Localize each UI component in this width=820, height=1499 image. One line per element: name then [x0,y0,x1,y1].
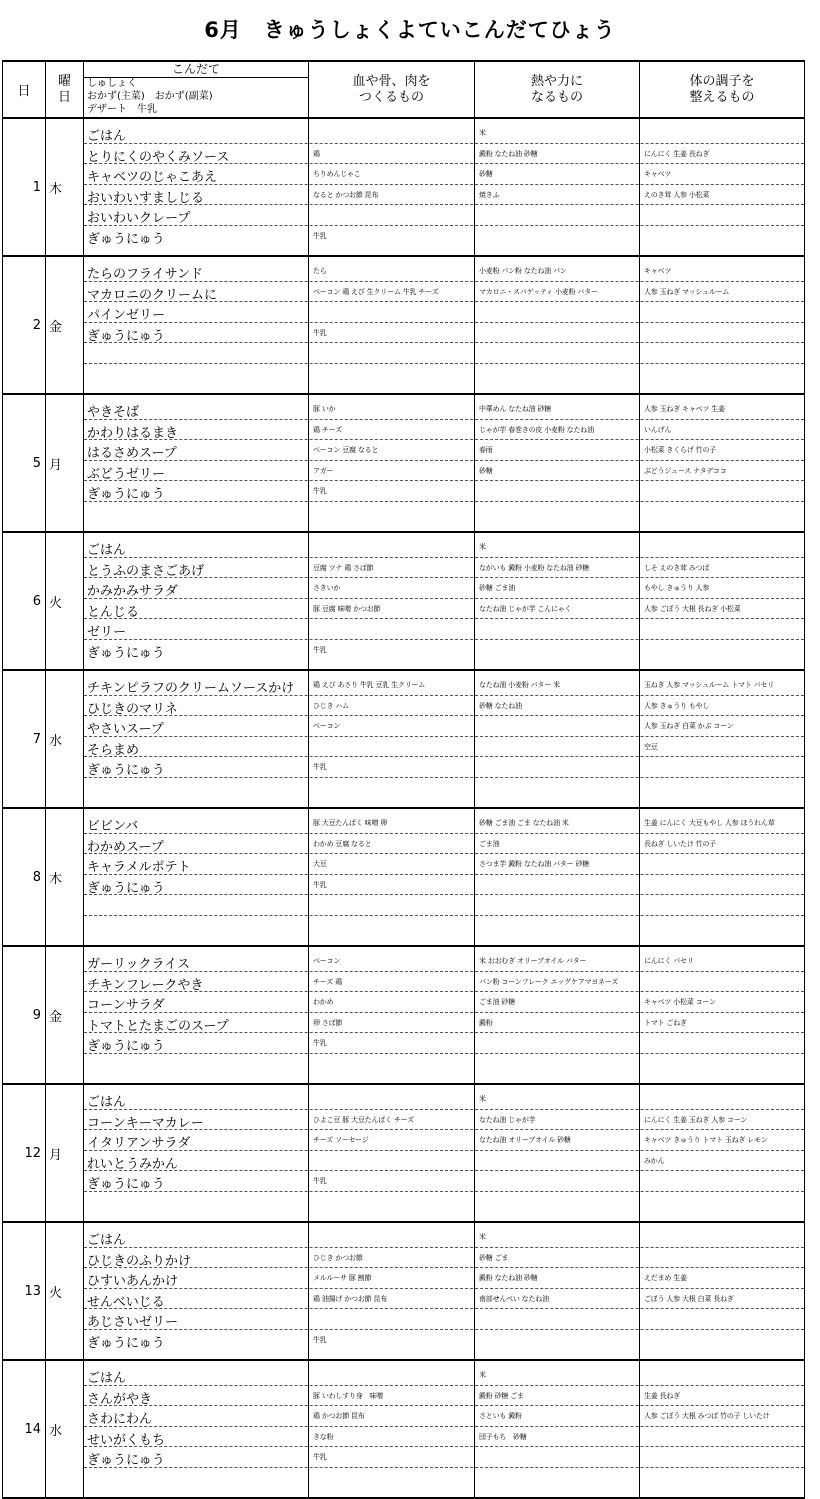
dish-name: さわにわん [87,1412,153,1428]
table-row [84,916,804,936]
days-container [3,119,804,1499]
yellow-ingredients: 砂糖 [479,170,493,179]
green-ingredients: 人参 玉ねぎ マッシュルーム [644,287,730,296]
table-row [84,1386,804,1407]
green-ingredients: にんにく パセリ [644,957,694,965]
yellow-ingredients: 砂糖 なたね油 [479,701,522,710]
green-ingredients: 人参 ごぼう 大根 みつば 竹の子 しいたけ [644,1412,770,1421]
red-ingredients: 豚 大豆たんぱく 味噌 卵 [313,819,388,827]
weekday-label: 金 [46,947,84,1083]
table-row [84,1330,804,1350]
green-ingredients: キャベツ [644,267,672,275]
dish-name: コーンキーマカレー [87,1115,204,1131]
table-row [84,1406,804,1427]
red-ingredients: 牛乳 [313,1177,327,1186]
table-row [84,1447,804,1468]
yellow-ingredients: ごま油 [479,839,500,848]
yellow-ingredients: 中華めん なたね油 砂糖 [479,405,552,413]
yellow-ingredients: 砂糖 [479,466,493,475]
yellow-ingredients: ごま油 砂糖 [479,998,516,1007]
table-row [84,1268,804,1289]
red-ingredients: さきいか [313,584,341,593]
red-ingredients: 牛乳 [313,646,327,654]
dish-name: ひじきのふりかけ [87,1253,192,1269]
table-row [84,461,804,482]
day-number: 8 [3,809,46,945]
yellow-ingredients: 米 [479,1095,486,1103]
green-ingredients: 空豆 [644,742,658,751]
table-row [84,716,804,737]
table-row [84,1248,804,1269]
table-row [84,185,804,206]
red-ingredients: わかめ 豆腐 なると [313,839,372,848]
green-ingredients: 人参 ごぼう 大根 長ねぎ 小松菜 [644,604,741,613]
dish-name: ぎゅうにゅう [87,487,165,503]
red-ingredients: 牛乳 [313,1453,327,1462]
table-row [84,778,804,798]
table-row [84,302,804,323]
red-ingredients: なると かつお節 昆布 [313,190,379,199]
menu-rows [84,809,804,945]
green-ingredients: 生姜 長ねぎ [644,1391,681,1400]
dish-name: ごはん [87,1095,127,1110]
menu-table [2,60,805,1499]
header-green-group: 体の調子を 整えるもの [689,73,755,105]
table-row [84,1130,804,1151]
table-row [84,440,804,461]
yellow-ingredients: さといも 澱粉 [479,1412,522,1421]
dish-name: せいがくもち [87,1432,166,1448]
header-weekday-label: 曜 日 [57,73,71,105]
red-ingredients: 牛乳 [313,880,327,889]
yellow-ingredients: なたね油 オリーブオイル 砂糖 [479,1136,571,1145]
dish-name: ぶどうゼリー [87,466,166,482]
dish-name: ごはん [87,129,127,144]
green-ingredients: キャベツ [644,170,672,179]
yellow-ingredients: 澱粉 [479,1018,493,1027]
yellow-ingredients: 団子もち 砂糖 [479,1432,527,1441]
green-ingredients: いんげん [644,425,672,434]
menu-rows [84,257,804,393]
dish-name: れいとうみかん [87,1156,179,1172]
yellow-ingredients: 米 [479,1233,486,1241]
day-block [3,1361,804,1499]
weekday-label: 水 [46,671,84,807]
menu-rows [84,533,804,669]
dish-name: はるさめスープ [87,446,177,462]
red-ingredients: 鶏 チーズ [313,425,342,434]
dish-name: ごはん [87,1233,127,1248]
menu-rows [84,1361,804,1497]
header-menu-line: デザート 牛乳 [87,104,157,115]
red-ingredients: ひじき ハム [313,701,350,710]
red-ingredients: 豚 豆腐 味噌 かつお節 [313,604,381,613]
red-ingredients: 豚 いわしすり身 味噌 [313,1391,384,1400]
day-block [3,257,804,395]
table-row [84,205,804,226]
table-row [84,144,804,165]
green-ingredients: ぶどうジュース ナタデココ [644,466,727,475]
day-number: 5 [3,395,46,531]
red-ingredients: ベーコン 鶏 えび 生クリーム 牛乳 チーズ [313,287,439,296]
red-ingredients: ひじき かつお節 [313,1253,363,1262]
table-row [84,1033,804,1054]
table-row [84,164,804,185]
dish-name: キャベツのじゃこあえ [87,170,218,186]
day-number: 9 [3,947,46,1083]
table-row [84,123,804,144]
green-ingredients: トマト ごねぎ [644,1018,687,1027]
table-row [84,502,804,522]
dish-name: チキンピラフのクリームソースかけ [87,681,295,696]
day-number: 2 [3,257,46,393]
red-ingredients: 鶏 [313,149,320,158]
yellow-ingredients: 米 [479,543,486,551]
table-row [84,578,804,599]
red-ingredients: 牛乳 [313,763,327,772]
yellow-ingredients: 南部せんべい なたね油 [479,1294,549,1303]
day-number: 12 [3,1085,46,1221]
header-weekday [46,62,84,117]
green-ingredients: キャベツ きゅうり トマト 玉ねぎ レモン [644,1136,768,1145]
dish-name: とりにくのやくみソース [87,149,230,165]
dish-name: ぎゅうにゅう [87,1039,165,1055]
red-ingredients: 牛乳 [313,487,327,496]
red-ingredients: たら [313,267,327,275]
table-row [84,895,804,916]
menu-rows [84,1085,804,1221]
yellow-ingredients: 砂糖 ごま油 [479,584,516,593]
table-row [84,813,804,834]
dish-name: わかめスープ [87,839,164,855]
dish-name: せんべいじる [87,1294,165,1310]
table-row [84,1289,804,1310]
dish-name: さんがやき [87,1391,153,1407]
yellow-ingredients: 砂糖 ごま油 ごま なたね油 米 [479,819,569,827]
green-ingredients: 玉ねぎ 人参 マッシュルーム トマト パセリ [644,681,775,689]
dish-name: ぎゅうにゅう [87,763,165,779]
red-ingredients: ひよこ豆 豚 大豆たんぱく チーズ [313,1115,414,1124]
table-row [84,399,804,420]
yellow-ingredients: 澱粉 なたね油 砂糖 [479,149,538,158]
dish-name: ガーリックライス [87,957,190,972]
green-ingredients: しそ えのき茸 みつば [644,563,710,572]
page-title: 6月 きゅうしょくよていこんだてひょう [204,18,616,42]
yellow-ingredients: なたね油 小麦粉 バター 米 [479,681,560,689]
dish-name: チキンフレークやき [87,977,204,993]
dish-name: ぎゅうにゅう [87,1336,165,1351]
menu-rows [84,947,804,1083]
yellow-ingredients: じゃが芋 春巻きの皮 小麦粉 なたね油 [479,425,594,434]
green-ingredients: えだまめ 生姜 [644,1274,687,1283]
dish-name: ぎゅうにゅう [87,328,165,344]
dish-name: ごはん [87,1371,127,1386]
red-ingredients: アガー [313,466,334,475]
header-menu-line: おかず(主菜) おかず(副菜) [87,91,213,102]
day-block [3,533,804,671]
table-row [84,599,804,620]
table-row [84,1110,804,1131]
green-ingredients: 人参 玉ねぎ キャベツ 生姜 [644,405,725,413]
day-number: 1 [3,119,46,255]
dish-name: ごはん [87,543,127,558]
header-menu-line: しゅしょく [87,78,137,89]
dish-name: たらのフライサンド [87,267,203,282]
red-ingredients: 豆腐 ツナ 鶏 さば節 [313,563,374,572]
dish-name: とんじる [87,604,140,620]
table-row [84,757,804,778]
weekday-label: 木 [46,119,84,255]
green-ingredients: にんにく 生姜 玉ねぎ 人参 コーン [644,1115,748,1124]
table-row [84,834,804,855]
table-row [84,1192,804,1212]
yellow-ingredients: 春雨 [479,446,493,455]
green-ingredients: えのき茸 人参 小松菜 [644,190,710,199]
dish-name: ぎゅうにゅう [87,646,165,661]
table-row [84,1171,804,1192]
red-ingredients: 卵 さば節 [313,1018,343,1027]
table-row [84,343,804,364]
table-row [84,854,804,875]
red-ingredients: 牛乳 [313,232,327,240]
red-ingredients: 鶏 かつお節 昆布 [313,1412,365,1421]
dish-name: とうふのまさごあげ [87,563,205,579]
day-number: 13 [3,1223,46,1359]
red-ingredients: チーズ 鶏 [313,977,342,986]
table-row [84,1151,804,1172]
red-ingredients: 牛乳 [313,1039,327,1048]
yellow-ingredients: パン粉 コーンフレーク エッグケアマヨネーズ [479,977,619,986]
dish-name: おいわいクレープ [87,211,191,227]
table-row [84,1365,804,1386]
yellow-ingredients: ながいも 澱粉 小麦粉 なたね油 砂糖 [479,563,590,572]
weekday-label: 火 [46,533,84,669]
table-row [84,696,804,717]
yellow-ingredients: さつま芋 澱粉 なたね油 バター 砂糖 [479,860,590,869]
yellow-ingredients: 澱粉 なたね油 砂糖 [479,1274,538,1283]
green-ingredients: ごぼう 人参 大根 白菜 長ねぎ [644,1294,734,1303]
red-ingredients: 鶏 えび あさり 牛乳 豆乳 生クリーム [313,681,426,689]
table-header [3,62,804,119]
table-row [84,640,804,660]
menu-rows [84,1223,804,1359]
weekday-label: 水 [46,1361,84,1497]
dish-name: ぎゅうにゅう [87,232,165,247]
yellow-ingredients: 小麦粉 パン粉 なたね油 パン [479,267,567,275]
red-ingredients: 豚 いか [313,405,336,413]
table-row [84,1309,804,1330]
day-block [3,671,804,809]
table-row [84,1054,804,1074]
menu-rows [84,671,804,807]
yellow-ingredients: 焼きふ [479,190,500,199]
green-ingredients: 生姜 にんにく 大豆もやし 人参 ほうれん草 [644,819,775,827]
dish-name: やきそば [87,405,140,420]
red-ingredients: 鶏 油揚げ かつお節 昆布 [313,1294,388,1303]
dish-name: キャラメルポテト [87,860,191,876]
red-ingredients: メルルーサ 豚 割節 [313,1274,372,1283]
yellow-ingredients: マカロニ・スパゲッティ 小麦粉 バター [479,287,598,296]
green-ingredients: もやし きゅうり 人参 [644,584,710,593]
day-number: 6 [3,533,46,669]
table-row [84,1089,804,1110]
dish-name: イタリアンサラダ [87,1136,191,1152]
dish-name: やさいスープ [87,722,164,738]
table-row [84,537,804,558]
weekday-label: 月 [46,1085,84,1221]
dish-name: ビビンバ [87,819,139,834]
yellow-ingredients: 米 [479,1371,486,1379]
header-day: 日 [3,62,46,117]
weekday-label: 月 [46,395,84,531]
yellow-ingredients: 砂糖 ごま [479,1253,509,1262]
table-row [84,323,804,344]
green-ingredients: みかん [644,1156,665,1165]
red-ingredients: 大豆 [313,860,327,869]
day-block [3,119,804,257]
day-number: 14 [3,1361,46,1497]
menu-rows [84,395,804,531]
table-row [84,261,804,282]
table-row [84,675,804,696]
day-block [3,809,804,947]
dish-name: ゼリー [87,625,127,641]
red-ingredients: チーズ ソーセージ [313,1136,369,1145]
dish-name: パインゼリー [87,308,166,324]
red-ingredients: ベーコン [313,957,341,965]
red-ingredients: ベーコン [313,722,341,731]
yellow-ingredients: なたね油 じゃが芋 こんにゃく [479,604,572,613]
green-ingredients: 長ねぎ しいたけ 竹の子 [644,839,717,848]
dish-name: かわりはるまき [87,425,179,441]
dish-name: ぎゅうにゅう [87,1177,165,1193]
red-ingredients: きな粉 [313,1432,334,1441]
yellow-ingredients: 米 [479,129,486,137]
table-row [84,619,804,640]
header-yellow-group: 熱や力に なるもの [475,62,640,117]
dish-name: ひすいあんかけ [87,1274,179,1290]
weekday-label: 金 [46,257,84,393]
table-row [84,226,804,246]
weekday-label: 火 [46,1223,84,1359]
table-row [84,364,804,384]
dish-name: コーンサラダ [87,998,165,1014]
table-row [84,481,804,502]
dish-name: そらまめ [87,742,140,758]
dish-name: おいわいすましじる [87,190,205,206]
weekday-label: 木 [46,809,84,945]
day-block [3,395,804,533]
table-row [84,1468,804,1488]
day-block [3,1223,804,1361]
table-row [84,1013,804,1034]
table-row [84,1427,804,1448]
red-ingredients: ちりめんじゃこ [313,170,361,179]
dish-name: ぎゅうにゅう [87,1453,165,1469]
table-row [84,992,804,1013]
dish-name: トマトとたまごのスープ [87,1018,229,1034]
yellow-ingredients: 米 おおむぎ オリーブオイル バター [479,957,587,965]
red-ingredients: 牛乳 [313,1336,327,1344]
green-ingredients: 人参 玉ねぎ 白菜 かぶ コーン [644,722,734,731]
red-ingredients: 牛乳 [313,328,327,337]
table-row [84,972,804,993]
yellow-ingredients: 澱粉 砂糖 ごま [479,1391,524,1400]
table-row [84,737,804,758]
table-row [84,875,804,896]
table-row [84,951,804,972]
day-number: 7 [3,671,46,807]
table-row [84,282,804,303]
header-red-group: 血や骨、肉を つくるもの [309,62,475,117]
yellow-ingredients: なたね油 じゃが芋 [479,1115,536,1124]
dish-name: ぎゅうにゅう [87,880,165,896]
dish-name: かみかみサラダ [87,584,178,600]
table-row [84,558,804,579]
dish-name: あじさいゼリー [87,1315,179,1331]
red-ingredients: わかめ [313,998,334,1007]
table-row [84,420,804,441]
green-ingredients: 人参 きゅうり もやし [644,701,710,710]
table-row [84,1227,804,1248]
day-block [3,947,804,1085]
day-block [3,1085,804,1223]
dish-name: ひじきのマリネ [87,701,178,717]
green-ingredients: にんにく 生姜 長ねぎ [644,149,710,158]
green-ingredients: キャベツ 小松菜 コーン [644,998,716,1007]
dish-name: マカロニのクリームに [87,287,218,303]
red-ingredients: ベーコン 豆腐 なると [313,446,379,455]
menu-rows [84,119,804,255]
green-ingredients: 小松菜 きくらげ 竹の子 [644,446,717,455]
header-menu [84,62,309,117]
header-menu-title: こんだて [84,62,308,78]
